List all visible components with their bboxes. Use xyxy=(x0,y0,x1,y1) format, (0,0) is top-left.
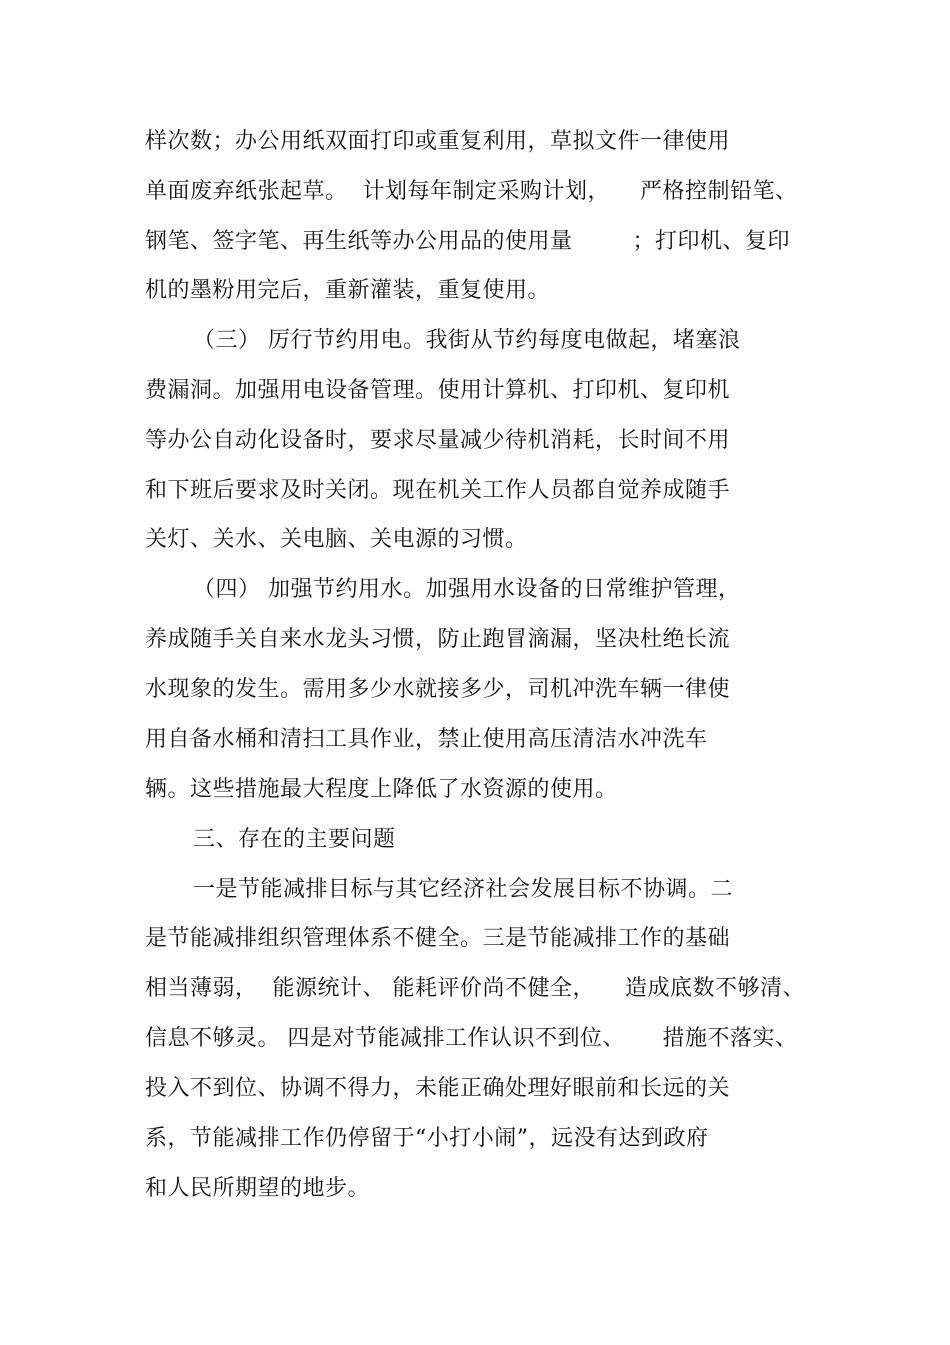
text-line: 水现象的发生。需用多少水就接多少，司机冲洗车辆一律使 xyxy=(145,677,731,702)
section-title-problems: 三、存在的主要问题 xyxy=(193,827,396,852)
text-line: 机的墨粉用完后，重新灌装，重复使用。 xyxy=(145,278,551,303)
text-line: 和人民所期望的地步。 xyxy=(145,1176,371,1201)
text-line: 养成随手关自来水龙头习惯，防止跑冒滴漏，坚决杜绝长流 xyxy=(145,627,731,652)
text-line: 单面废弃纸张起草。 计划每年制定采购计划， 严格控制铅笔、 xyxy=(145,179,798,204)
text-line: 系，节能减排工作仍停留于“小打小闹”，远没有达到政府 xyxy=(145,1126,709,1151)
text-line: 和下班后要求及时关闭。现在机关工作人员都自觉养成随手 xyxy=(145,478,731,503)
text-line: 信息不够灵。 四是对节能减排工作认识不到位、 措施不落实、 xyxy=(145,1026,798,1051)
text-line: 样次数；办公用纸双面打印或重复利用，草拟文件一律使用 xyxy=(145,129,731,154)
text-line: 投入不到位、协调不得力，未能正确处理好眼前和长远的关 xyxy=(145,1076,731,1101)
text-line: 是节能减排组织管理体系不健全。三是节能减排工作的基础 xyxy=(145,926,731,951)
text-line: 费漏洞。加强用电设备管理。使用计算机、打印机、复印机 xyxy=(145,378,731,403)
section-heading-four: （四） 加强节约用水。加强用水设备的日常维护管理， xyxy=(193,577,741,602)
text-line: 相当薄弱， 能源统计、 能耗评价尚不健全， 造成底数不够清、 xyxy=(145,976,805,1001)
text-line: 用自备水桶和清扫工具作业，禁止使用高压清洁水冲洗车 xyxy=(145,727,708,752)
text-line: 钢笔、签字笔、再生纸等办公用品的使用量 ；打印机、复印 xyxy=(145,229,790,254)
text-line: 等办公自动化设备时，要求尽量减少待机消耗，长时间不用 xyxy=(145,428,731,453)
section-heading-three: （三） 厉行节约用电。我街从节约每度电做起，堵塞浪 xyxy=(193,328,741,353)
text-line: 一是节能减排目标与其它经济社会发展目标不协调。二 xyxy=(193,877,734,902)
text-line: 关灯、关水、关电脑、关电源的习惯。 xyxy=(145,527,528,552)
text-line: 辆。这些措施最大程度上降低了水资源的使用。 xyxy=(145,777,618,802)
